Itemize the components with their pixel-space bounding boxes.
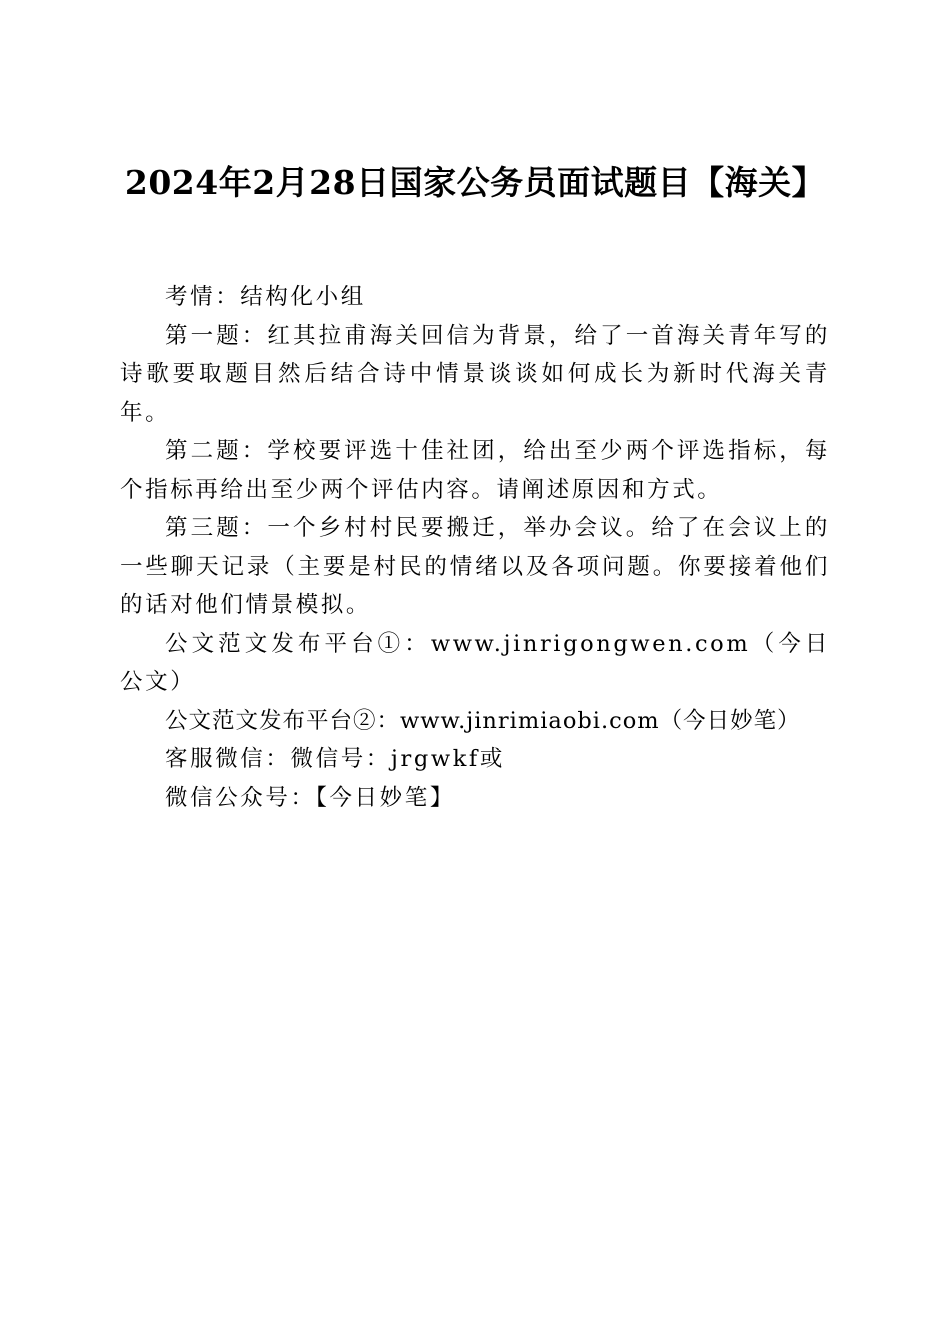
platform-1-paragraph: 公文范文发布平台①：www.jinrigongwen.com（今日公文） [120,630,830,695]
question-3-paragraph: 第三题：一个乡村村民要搬迁，举办会议。给了在会议上的一些聊天记录（主要是村民的情绪以及各项问题。你要接着他们的话对他们情景模拟。 [120,515,830,618]
document-title: 2024年2月28日国家公务员面试题目【海关】 [124,163,826,203]
document-body [120,278,830,817]
platform-2-paragraph: 公文范文发布平台②：www.jinrimiaobi.com（今日妙笔） [165,707,801,734]
customer-service-paragraph: 客服微信：微信号：jrgwkf或 [165,746,505,772]
wechat-account-paragraph: 微信公众号：【今日妙笔】 [165,784,455,811]
question-1-paragraph: 第一题：红其拉甫海关回信为背景，给了一首海关青年写的诗歌要取题目然后结合诗中情景谈谈如何成长为新时代海关青年。 [120,322,830,426]
exam-format-paragraph: 考情：结构化小组 [165,284,366,310]
question-2-paragraph: 第二题：学校要评选十佳社团，给出至少两个评选指标，每个指标再给出至少两个评估内容。请阐述原因和方式。 [120,438,830,503]
